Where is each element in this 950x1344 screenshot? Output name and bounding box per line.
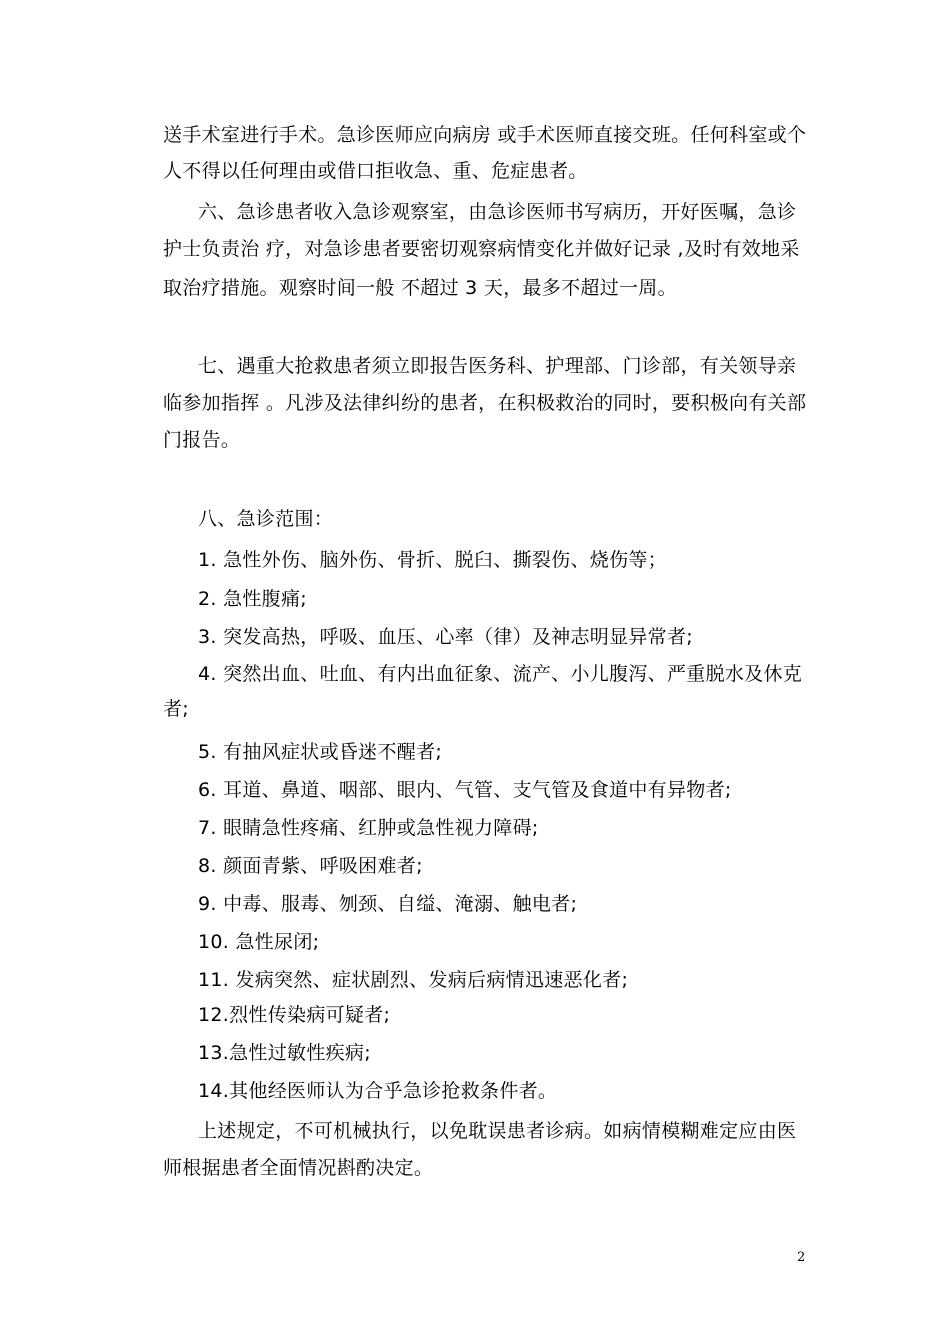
paragraph-line: 门报告。: [163, 429, 241, 451]
list-item: 5. 有抽风症状或昏迷不醒者;: [198, 741, 443, 763]
list-item: 11. 发病突然、症状剧烈、发病后病情迅速恶化者;: [198, 969, 629, 991]
list-item: 2. 急性腹痛;: [198, 588, 307, 610]
paragraph-line: 护士负责治 疗，对急诊患者要密切观察病情变化并做好记录 ,及时有效地采: [163, 238, 800, 260]
list-item: 10. 急性尿闭;: [198, 931, 320, 953]
paragraph-line: 六、急诊患者收入急诊观察室，由急诊医师书写病历，开好医嘱，急诊: [198, 201, 797, 223]
paragraph-line: 取治疗措施。观察时间一般 不超过 3 天，最多不超过一周。: [163, 277, 677, 299]
list-item: 6. 耳道、鼻道、咽部、眼内、气管、支气管及食道中有异物者;: [198, 779, 732, 801]
list-item: 14.其他经医师认为合乎急诊抢救条件者。: [198, 1080, 558, 1102]
list-item-continuation: 者;: [163, 698, 190, 720]
section-heading: 八、急诊范围：: [198, 508, 334, 530]
list-item: 3. 突发高热，呼吸、血压、心率（律）及神志明显异常者;: [198, 626, 693, 648]
list-item: 13.急性过敏性疾病;: [198, 1042, 371, 1064]
paragraph-line: 送手术室进行手术。急诊医师应向病房 或手术医师直接交班。任何科室或个: [163, 124, 807, 146]
paragraph-line: 上述规定，不可机械执行，以免耽误患者诊病。如病情模糊难定应由医: [198, 1120, 797, 1142]
paragraph-line: 人不得以任何理由或借口拒收急、重、危症患者。: [163, 160, 588, 182]
page-number: 2: [797, 1250, 806, 1265]
list-item: 8. 颜面青紫、呼吸困难者;: [198, 855, 423, 877]
list-item: 4. 突然出血、吐血、有内出血征象、流产、小儿腹泻、严重脱水及休克: [198, 663, 803, 685]
paragraph-line: 临参加指挥 。凡涉及法律纠纷的患者，在积极救治的同时，要积极向有关部: [163, 392, 807, 414]
list-item: 7. 眼睛急性疼痛、红肿或急性视力障碍;: [198, 817, 539, 839]
list-item: 9. 中毒、服毒、刎颈、自缢、淹溺、触电者;: [198, 893, 578, 915]
paragraph-line: 七、遇重大抢救患者须立即报告医务科、护理部、门诊部，有关领导亲: [198, 355, 797, 377]
list-item: 12.烈性传染病可疑者;: [198, 1004, 391, 1026]
paragraph-line: 师根据患者全面情况斟酌决定。: [163, 1157, 434, 1179]
list-item: 1. 急性外伤、脑外伤、骨折、脱臼、撕裂伤、烧伤等；: [198, 549, 667, 571]
